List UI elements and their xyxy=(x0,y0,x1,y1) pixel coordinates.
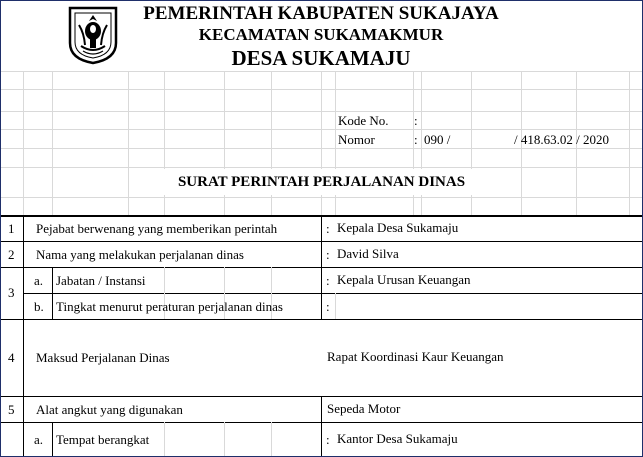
row-sub-value: Kantor Desa Sukamaju xyxy=(337,431,458,446)
row-sub-value: Kepala Urusan Keuangan xyxy=(337,272,471,287)
nomor-colon: : xyxy=(414,132,418,147)
row-number: 1 xyxy=(8,221,15,236)
header-government-title: PEMERINTAH KABUPATEN SUKAJAYA xyxy=(143,3,499,24)
row-value: Rapat Koordinasi Kaur Keuangan xyxy=(327,349,504,364)
row-number: 2 xyxy=(8,247,15,262)
kode-label: Kode No. xyxy=(338,113,389,128)
nomor-prefix: 090 / xyxy=(424,132,451,147)
row-sub-label: Jabatan / Instansi xyxy=(56,273,146,288)
row-sub-label: Tempat berangkat xyxy=(56,432,150,447)
row-value: David Silva xyxy=(337,246,399,261)
row-value: Sepeda Motor xyxy=(327,401,401,416)
row-sub-letter: a. xyxy=(34,432,44,447)
row-label: Pejabat berwenang yang memberikan perintah xyxy=(36,221,278,236)
nomor-suffix: / 418.63.02 / 2020 xyxy=(514,132,609,147)
nomor-label: Nomor xyxy=(338,132,375,147)
row-number: 4 xyxy=(8,350,15,365)
row-colon: : xyxy=(326,247,330,262)
row-label: Alat angkut yang digunakan xyxy=(36,402,183,417)
row-label: Maksud Perjalanan Dinas xyxy=(36,350,170,365)
row-colon: : xyxy=(326,221,330,236)
row-label: Nama yang melakukan perjalanan dinas xyxy=(36,247,244,262)
kode-colon: : xyxy=(414,113,418,128)
row-colon: : xyxy=(326,273,330,288)
row-sub-letter: a. xyxy=(34,273,44,288)
document-title: SURAT PERINTAH PERJALANAN DINAS xyxy=(177,174,466,190)
row-sub-label: Tingkat menurut peraturan perjalanan dinas xyxy=(56,299,283,314)
row-value: Kepala Desa Sukamaju xyxy=(337,220,459,235)
row-colon: : xyxy=(326,432,330,447)
regency-emblem-icon xyxy=(66,5,120,65)
header-district-title: KECAMATAN SUKAMAKMUR xyxy=(198,25,444,44)
header-village-title: DESA SUKAMAJU xyxy=(231,46,411,70)
row-colon: : xyxy=(326,299,330,314)
row-sub-letter: b. xyxy=(34,299,44,314)
row-number: 5 xyxy=(8,402,15,417)
row-number: 3 xyxy=(8,285,15,300)
